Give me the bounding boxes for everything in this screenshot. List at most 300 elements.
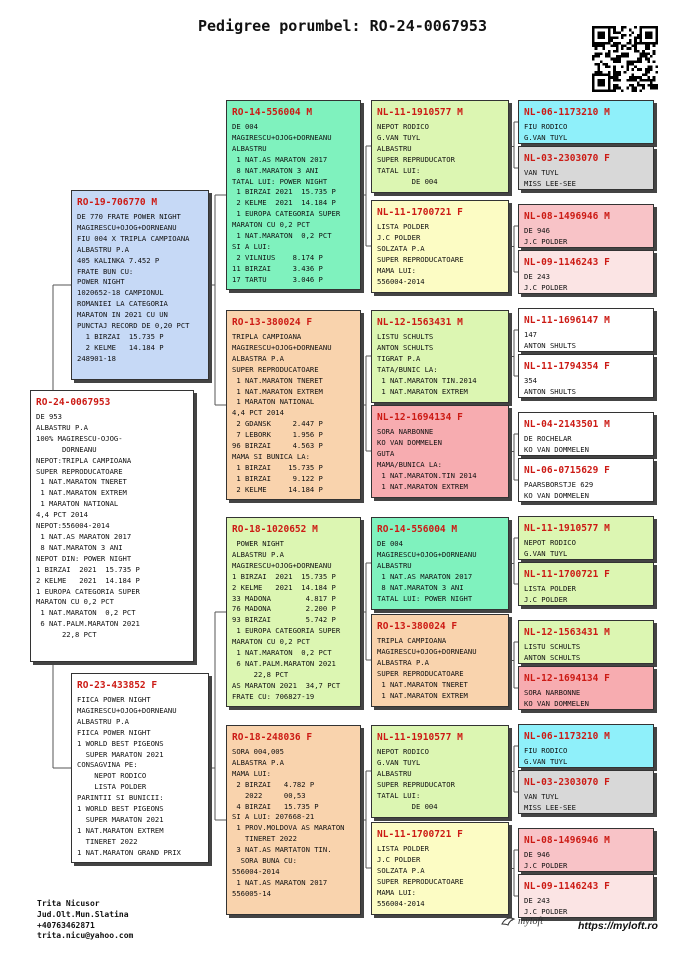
- detail-line: [524, 189, 649, 190]
- pigeon-details: [524, 168, 649, 190]
- detail-line: ALBASTRA P.A: [232, 353, 284, 363]
- detail-line: 7 LEBORK 1.956 P: [232, 430, 323, 440]
- detail-line: FIICA POWER NIGHT: [77, 695, 151, 704]
- detail-line: 6 NAT.PALM.MARATON 2021: [36, 619, 140, 629]
- pigeon-details: [377, 747, 504, 812]
- pigeon-details: [524, 792, 649, 814]
- owner-phone: +40763462871: [37, 920, 95, 930]
- pigeon-details: [524, 896, 649, 918]
- pigeon-card-grandparent[interactable]: [226, 310, 361, 500]
- detail-line: 2 KELME 14.184 P: [77, 342, 164, 352]
- pigeon-card-great-great-grandparent[interactable]: [518, 204, 654, 248]
- page-title: Pedigree porumbel: RO-24-0067953: [198, 17, 487, 35]
- detail-line: MISS LEE-SEE: [524, 802, 576, 812]
- pigeon-details: [524, 850, 649, 872]
- detail-line: 1 EUROPA CATEGORIA SUPER: [232, 209, 341, 219]
- pigeon-details: [232, 122, 356, 286]
- pigeon-card-great-great-grandparent[interactable]: [518, 412, 654, 456]
- detail-line: 1 NAT.MARATON TIN.2014: [377, 375, 477, 385]
- detail-line: MARATON CU 0,2 PCT: [232, 637, 310, 647]
- detail-line: SOLZATA P.A: [377, 243, 425, 253]
- pigeon-card-great-grandparent[interactable]: [371, 200, 509, 293]
- detail-line: ALBASTRU: [377, 768, 412, 778]
- detail-line: 1 NAT.MARATON EXTREM: [77, 825, 164, 835]
- pigeon-id: NL-11-1910577 M: [377, 107, 463, 118]
- detail-line: 1 NAT.MARATON 0,2 PCT: [232, 231, 332, 241]
- detail-line: SORA BUNA CU:: [232, 856, 297, 866]
- pigeon-card-subject[interactable]: [30, 390, 194, 662]
- detail-line: DE 004: [232, 122, 258, 131]
- detail-line: 2 KELME 2021 14.184 P: [232, 198, 336, 208]
- pigeon-id: RO-13-380024 F: [232, 317, 313, 328]
- detail-line: 1 PROV.MOLDOVA AS MARATON: [232, 823, 345, 833]
- detail-line: POWER NIGHT: [232, 539, 284, 548]
- detail-line: DE 946: [524, 226, 550, 235]
- detail-line: 1 MARATON NATIONAL: [36, 499, 119, 509]
- detail-line: 17 TARTU 3.046 P: [232, 274, 323, 284]
- detail-line: G.VAN TUYL: [377, 757, 421, 767]
- detail-line: ALBASTRU P.A: [232, 549, 284, 559]
- pigeon-card-great-great-grandparent[interactable]: [518, 562, 654, 606]
- owner-email: trita.nicu@yahoo.com: [37, 931, 134, 941]
- pigeon-details: [377, 636, 504, 701]
- pigeon-card-great-great-grandparent[interactable]: [518, 516, 654, 560]
- detail-line: ALBASTRU P.A: [36, 422, 88, 432]
- detail-line: SUPER REPRODUCATOARE: [377, 254, 464, 264]
- detail-line: VAN TUYL: [524, 168, 559, 177]
- detail-line: 1 NAT.MARATON GRAND PRIX: [77, 847, 181, 857]
- detail-line: ANTON SCHULTS: [377, 342, 434, 352]
- pigeon-card-great-grandparent[interactable]: [371, 614, 509, 707]
- detail-line: NEPOT:TRIPLA CAMPIOANA: [36, 455, 132, 465]
- detail-line: FIICA POWER NIGHT: [77, 727, 151, 737]
- pigeon-id: RO-23-433852 F: [77, 680, 158, 691]
- detail-line: DORNEANU: [36, 444, 97, 454]
- detail-line: TINERET 2022: [232, 834, 297, 844]
- pigeon-id: RO-19-706770 M: [77, 197, 158, 208]
- detail-line: NEPOT RODICO: [377, 122, 429, 131]
- detail-line: MARATON IN 2021 CU UN: [77, 310, 168, 320]
- pigeon-id: RO-24-0067953: [36, 397, 111, 408]
- detail-line: FRATE BUN CU:: [77, 266, 134, 276]
- detail-line: FRATE CU: 706827-19: [232, 691, 315, 701]
- detail-line: NEPOT RODICO: [377, 747, 429, 756]
- detail-line: 2 GDANSK 2.447 P: [232, 419, 323, 429]
- owner-contact: [37, 899, 133, 942]
- detail-line: G.VAN TUYL: [524, 132, 568, 142]
- detail-line: 556004-2014: [232, 866, 280, 876]
- detail-line: 1 NAT.AS MARATON 2017: [377, 571, 473, 581]
- pigeon-card-great-great-grandparent[interactable]: [518, 666, 654, 710]
- pigeon-details: [524, 330, 649, 352]
- detail-line: TRIPLA CAMPIOANA: [377, 636, 447, 645]
- detail-line: [524, 871, 649, 872]
- detail-line: MARATON CU 0,2 PCT: [232, 220, 310, 230]
- detail-line: FIU 004 X TRIPLA CAMPIOANA: [77, 233, 190, 243]
- detail-line: 2 KELME 2021 14.184 P: [36, 575, 140, 585]
- pigeon-id: NL-12-1694134 F: [377, 412, 463, 423]
- detail-line: MAGIRESCU+OJOG+DORNEANU: [377, 549, 477, 559]
- pigeon-id: NL-11-1794354 F: [524, 361, 610, 372]
- detail-line: 1 NAT.AS MARATON 2017: [36, 531, 132, 541]
- pigeon-card-great-great-grandparent[interactable]: [518, 828, 654, 872]
- detail-line: MAMA LUI:: [377, 265, 416, 275]
- detail-line: 1 NAT.MARATON EXTREM: [232, 386, 323, 396]
- detail-line: SOLZATA P.A: [377, 865, 425, 875]
- detail-line: FIU RODICO: [524, 122, 568, 131]
- detail-line: KO VAN DOMMELEN: [524, 490, 589, 500]
- pigeon-id: NL-11-1910577 M: [524, 523, 610, 534]
- detail-line: PARINTII SI BUNICII:: [77, 793, 164, 803]
- detail-line: KO VAN DOMMELEN: [524, 444, 589, 454]
- detail-line: ANTON SHULTS: [524, 340, 576, 350]
- detail-line: [524, 663, 649, 664]
- detail-line: MAGIRESCU+OJOG+DORNEANU: [232, 560, 332, 570]
- detail-line: 1 NAT.MARATON EXTREM: [377, 481, 468, 491]
- detail-line: 1 WORLD BEST PIGEONS: [77, 804, 164, 814]
- detail-line: ALBASTRU: [232, 143, 267, 153]
- owner-location: Jud.Olt.Mun.Slatina: [37, 909, 129, 919]
- detail-line: LISTU SCHULTS: [524, 642, 581, 651]
- detail-line: LISTA POLDER: [377, 844, 429, 853]
- pigeon-id: NL-03-2303070 F: [524, 777, 610, 788]
- detail-line: 100% MAGIRESCU-OJOG-: [36, 433, 123, 443]
- detail-line: SUPER REPRODUCATOARE: [232, 364, 319, 374]
- detail-line: TINERET 2022: [77, 836, 138, 846]
- pigeon-card-great-great-grandparent[interactable]: [518, 146, 654, 190]
- pigeon-card-grandparent[interactable]: [226, 517, 361, 707]
- pigeon-details: [377, 222, 504, 287]
- detail-line: ALBASTRU P.A: [77, 716, 129, 726]
- pigeon-logo-icon: [500, 914, 516, 930]
- detail-line: 1 NAT.MARATON TNERET: [36, 477, 127, 487]
- pigeon-details: [232, 747, 356, 900]
- detail-line: MAGIRESCU+OJOG+DORNEANU: [232, 132, 332, 142]
- detail-line: LISTA POLDER: [77, 782, 147, 792]
- detail-line: SUPER MARATON 2021: [77, 749, 164, 759]
- detail-line: SUPER MARATON 2021: [77, 814, 164, 824]
- detail-line: 556004-2014: [377, 276, 425, 286]
- detail-line: MAMA/BUNICA LA:: [377, 459, 442, 469]
- pigeon-id: NL-11-1700721 F: [377, 829, 463, 840]
- detail-line: ROMANIEI LA CATEGORIA: [77, 299, 168, 309]
- pigeon-card-great-great-grandparent[interactable]: [518, 770, 654, 814]
- pigeon-details: [524, 642, 649, 664]
- detail-line: LISTU SCHULTS: [377, 332, 434, 341]
- pigeon-card-mother[interactable]: [71, 673, 209, 863]
- detail-line: TATAL LUI: POWER NIGHT: [377, 593, 473, 603]
- pigeon-id: RO-18-248036 F: [232, 732, 313, 743]
- detail-line: 405 KALINKA 7.452 P: [77, 255, 160, 265]
- pigeon-card-great-grandparent[interactable]: [371, 822, 509, 915]
- detail-line: MAGIRESCU+OJOG+DORNEANU: [77, 222, 177, 232]
- detail-line: 354: [524, 376, 537, 385]
- pigeon-id: NL-08-1496946 M: [524, 211, 610, 222]
- detail-line: 1 NAT.AS MARATON 2017: [232, 877, 328, 887]
- detail-line: 22,8 PCT: [232, 669, 289, 679]
- detail-line: MARATON CU 0,2 PCT: [36, 597, 114, 607]
- detail-line: MAGIRESCU+OJOG+DORNEANU: [77, 705, 177, 715]
- pigeon-details: [524, 434, 649, 456]
- pigeon-card-great-great-grandparent[interactable]: [518, 100, 654, 144]
- detail-line: 1 BIRZAI 2021 15.735 P: [232, 187, 336, 197]
- detail-line: J.C POLDER: [524, 236, 568, 246]
- detail-line: DE 243: [524, 896, 550, 905]
- detail-line: 1 NAT.MARATON 0,2 PCT: [36, 608, 136, 618]
- pigeon-id: NL-12-1694134 F: [524, 673, 610, 684]
- detail-line: SORA 004,005: [232, 747, 284, 756]
- detail-line: KO VAN DOMMELEN: [524, 698, 589, 708]
- detail-line: 3 NAT.AS MARTATON TIN.: [232, 845, 332, 855]
- detail-line: [524, 293, 649, 294]
- detail-line: J.C POLDER: [524, 282, 568, 292]
- pigeon-details: [524, 688, 649, 710]
- detail-line: 1 EUROPA CATEGORIA SUPER: [232, 626, 341, 636]
- pigeon-id: NL-12-1563431 M: [377, 317, 463, 328]
- detail-line: 1 BIRZAI 2021 15.735 P: [232, 571, 336, 581]
- detail-line: [524, 767, 649, 768]
- detail-line: 1 MARATON NATIONAL: [232, 397, 315, 407]
- pigeon-details: [377, 122, 504, 187]
- detail-line: NEPOT:556004-2014: [36, 521, 110, 531]
- detail-line: 76 MADONA 2.200 P: [232, 604, 336, 614]
- detail-line: [524, 559, 649, 560]
- pigeon-id: RO-14-556004 M: [377, 524, 458, 535]
- pigeon-details: [524, 226, 649, 248]
- detail-line: 248901-18: [77, 353, 116, 363]
- pigeon-id: NL-11-1910577 M: [377, 732, 463, 743]
- detail-line: J.C POLDER: [524, 906, 568, 916]
- detail-line: 1 NAT.MARATON EXTREM: [377, 690, 468, 700]
- detail-line: ALBASTRA P.A: [232, 757, 284, 767]
- pigeon-details: [524, 584, 649, 606]
- detail-line: FIU RODICO: [524, 746, 568, 755]
- detail-line: DE 004: [377, 539, 403, 548]
- detail-line: 1 NAT.MARATON 0,2 PCT: [232, 648, 332, 658]
- detail-line: 33 MADONA 4.817 P: [232, 593, 336, 603]
- owner-name: Trita Nicusor: [37, 899, 100, 908]
- pigeon-card-grandparent[interactable]: [226, 725, 361, 915]
- detail-line: DE 770 FRATE POWER NIGHT: [77, 212, 181, 221]
- detail-line: 8 NAT.MARATON 3 ANI: [232, 165, 319, 175]
- detail-line: 2 VILNIUS 8.174 P: [232, 252, 323, 262]
- detail-line: SI A LUI:: [232, 241, 271, 251]
- pigeon-id: NL-06-0715629 F: [524, 465, 610, 476]
- detail-line: G.VAN TUYL: [524, 548, 568, 558]
- detail-line: [524, 351, 649, 352]
- detail-line: SI A LUI: 207668-21: [232, 812, 315, 822]
- detail-line: 4,4 PCT 2014: [232, 408, 284, 418]
- detail-line: [524, 247, 649, 248]
- pigeon-details: [377, 427, 504, 492]
- detail-line: [524, 501, 649, 502]
- detail-line: 1 BIRZAI 15.735 P: [77, 331, 164, 341]
- detail-line: ANTON SCHULTS: [524, 652, 581, 662]
- detail-line: GUTA: [377, 448, 395, 458]
- detail-line: [524, 605, 649, 606]
- detail-line: G.VAN TUYL: [377, 132, 421, 142]
- pigeon-details: [377, 844, 504, 909]
- pigeon-card-great-grandparent[interactable]: [371, 517, 509, 610]
- detail-line: SORA NARBONNE: [377, 427, 434, 436]
- detail-line: DE 953: [36, 412, 62, 421]
- detail-line: 96 BIRZAI 4.563 P: [232, 441, 323, 451]
- pigeon-card-great-great-grandparent[interactable]: [518, 308, 654, 352]
- detail-line: 1 NAT.MARATON EXTREM: [377, 386, 468, 396]
- detail-line: 2 BIRZAI 4.782 P: [232, 779, 315, 789]
- detail-line: NEPOT DIN: POWER NIGHT: [36, 553, 132, 563]
- detail-line: 22,8 PCT: [36, 630, 97, 640]
- pigeon-card-great-great-grandparent[interactable]: [518, 724, 654, 768]
- detail-line: 1 NAT.MARATON TNERET: [377, 679, 468, 689]
- detail-line: 1 NAT.AS MARATON 2017: [232, 154, 328, 164]
- pigeon-id: RO-13-380024 F: [377, 621, 458, 632]
- detail-line: SUPER REPRODUCATOARE: [377, 668, 464, 678]
- detail-line: 556004-2014: [377, 898, 425, 908]
- detail-line: 8 NAT.MARATON 3 ANI: [377, 582, 464, 592]
- detail-line: J.C POLDER: [377, 232, 421, 242]
- pigeon-details: [524, 480, 649, 502]
- detail-line: 6 NAT.PALM.MARATON 2021: [232, 658, 336, 668]
- detail-line: 1020652-18 CAMPIONUL: [77, 288, 164, 298]
- pigeon-details: [524, 538, 649, 560]
- detail-line: 8 NAT.MARATON 3 ANI: [36, 542, 123, 552]
- detail-line: 147: [524, 330, 537, 339]
- pigeon-id: NL-09-1146243 F: [524, 257, 610, 268]
- pigeon-card-great-great-grandparent[interactable]: [518, 250, 654, 294]
- detail-line: 556005-14: [232, 888, 271, 898]
- pigeon-details: [377, 539, 504, 604]
- detail-line: 1 BIRZAI 15.735 P: [232, 462, 323, 472]
- detail-line: DE 946: [524, 850, 550, 859]
- detail-line: LISTA POLDER: [377, 222, 429, 231]
- detail-line: TRIPLA CAMPIOANA: [232, 332, 302, 341]
- detail-line: 1 BIRZAI 9.122 P: [232, 473, 323, 483]
- pigeon-details: [77, 212, 204, 365]
- pigeon-id: NL-11-1696147 M: [524, 315, 610, 326]
- detail-line: NEPOT RODICO: [524, 538, 576, 547]
- detail-line: ALBASTRA P.A: [377, 657, 429, 667]
- detail-line: MAGIRESCU+OJOG+DORNEANU: [232, 342, 332, 352]
- pigeon-card-great-great-grandparent[interactable]: [518, 354, 654, 398]
- pigeon-details: [524, 122, 649, 144]
- detail-line: SUPER REPRUDUCATOR: [377, 154, 455, 164]
- pigeon-card-great-grandparent[interactable]: [371, 725, 509, 818]
- detail-line: J.C POLDER: [377, 854, 421, 864]
- detail-line: 1 EUROPA CATEGORIA SUPER: [36, 586, 140, 596]
- detail-line: 1 BIRZAI 2021 15.735 P: [36, 564, 140, 574]
- pigeon-id: NL-06-1173210 M: [524, 731, 610, 742]
- detail-line: [524, 455, 649, 456]
- pigeon-details: [524, 376, 649, 398]
- website-link[interactable]: https://myloft.ro: [578, 920, 658, 932]
- pigeon-details: [524, 746, 649, 768]
- detail-line: MAMA SI BUNICA LA:: [232, 451, 310, 461]
- detail-line: PAARSBORSTJE 629: [524, 480, 594, 489]
- pigeon-card-great-grandparent[interactable]: [371, 405, 509, 498]
- detail-line: 11 BIRZAI 3.436 P: [232, 263, 323, 273]
- detail-line: 1 NAT.MARATON EXTREM: [36, 488, 127, 498]
- detail-line: SUPER REPRUDUCATOR: [377, 779, 455, 789]
- detail-line: 1 WORLD BEST PIGEONS: [77, 738, 164, 748]
- pigeon-details: [232, 332, 356, 496]
- detail-line: TATAL LUI:: [377, 790, 421, 800]
- detail-line: MISS LEE-SEE: [524, 178, 576, 188]
- detail-line: J.C POLDER: [524, 594, 568, 604]
- detail-line: [524, 709, 649, 710]
- detail-line: 1 NAT.MARATON.TIN 2014: [377, 470, 477, 480]
- detail-line: LISTA POLDER: [524, 584, 576, 593]
- detail-line: 2022 00,53: [232, 790, 306, 800]
- pigeon-card-father[interactable]: [71, 190, 209, 380]
- detail-line: ANTON SHULTS: [524, 386, 576, 396]
- detail-line: ALBASTRU: [377, 560, 412, 570]
- pigeon-details: [377, 332, 504, 397]
- pigeon-card-great-great-grandparent[interactable]: [518, 458, 654, 502]
- pigeon-card-great-grandparent[interactable]: [371, 100, 509, 193]
- pigeon-details: [77, 695, 204, 859]
- detail-line: TATAL LUI:: [377, 165, 421, 175]
- detail-line: SORA NARBONNE: [524, 688, 581, 697]
- detail-line: PUNCTAJ RECORD DE 0,20 PCT: [77, 321, 190, 331]
- detail-line: VAN TUYL: [524, 792, 559, 801]
- pigeon-id: NL-12-1563431 M: [524, 627, 610, 638]
- detail-line: DE 243: [524, 272, 550, 281]
- detail-line: [524, 813, 649, 814]
- pigeon-card-great-great-grandparent[interactable]: [518, 620, 654, 664]
- detail-line: TIGRAT P.A: [377, 353, 421, 363]
- pigeon-id: RO-14-556004 M: [232, 107, 313, 118]
- pigeon-id: NL-11-1700721 F: [524, 569, 610, 580]
- detail-line: MAMA LUI:: [232, 768, 271, 778]
- pigeon-id: NL-08-1496946 M: [524, 835, 610, 846]
- detail-line: MAMA LUI:: [377, 887, 416, 897]
- detail-line: 2 KELME 14.184 P: [232, 484, 323, 494]
- pigeon-id: NL-04-2143501 M: [524, 419, 610, 430]
- detail-line: TATAL LUI: POWER NIGHT: [232, 176, 328, 186]
- detail-line: 1 NAT.MARATON TNERET: [232, 375, 323, 385]
- detail-line: AS MARATON 2021 34,7 PCT: [232, 680, 341, 690]
- logo-text: myloft: [518, 916, 543, 927]
- detail-line: G.VAN TUYL: [524, 756, 568, 766]
- pigeon-card-great-great-grandparent[interactable]: [518, 874, 654, 918]
- pigeon-details: [232, 539, 356, 703]
- detail-line: 2 KELME 2021 14.184 P: [232, 582, 336, 592]
- detail-line: 4 BIRZAI 15.735 P: [232, 801, 319, 811]
- detail-line: ALBASTRU: [377, 143, 412, 153]
- detail-line: NEPOT RODICO: [77, 771, 147, 781]
- detail-line: KO VAN DOMMELEN: [377, 437, 442, 447]
- detail-line: [524, 397, 649, 398]
- detail-line: SUPER REPRODUCATOARE: [36, 466, 123, 476]
- pigeon-card-grandparent[interactable]: [226, 100, 361, 290]
- pigeon-id: NL-09-1146243 F: [524, 881, 610, 892]
- detail-line: SUPER REPRODUCATOARE: [377, 876, 464, 886]
- pigeon-id: RO-18-1020652 M: [232, 524, 318, 535]
- detail-line: CONSAGVINA PE:: [77, 760, 138, 770]
- pigeon-card-great-grandparent[interactable]: [371, 310, 509, 403]
- detail-line: DE 004: [377, 801, 438, 811]
- pigeon-details: [524, 272, 649, 294]
- detail-line: [524, 143, 649, 144]
- detail-line: ALBASTRU P.A: [77, 244, 129, 254]
- pigeon-id: NL-03-2303070 F: [524, 153, 610, 164]
- detail-line: POWER NIGHT: [77, 277, 125, 287]
- detail-line: MAGIRESCU+OJOG+DORNEANU: [377, 646, 477, 656]
- pigeon-id: NL-11-1700721 F: [377, 207, 463, 218]
- detail-line: J.C POLDER: [524, 860, 568, 870]
- detail-line: TATA/BUNIC LA:: [377, 364, 438, 374]
